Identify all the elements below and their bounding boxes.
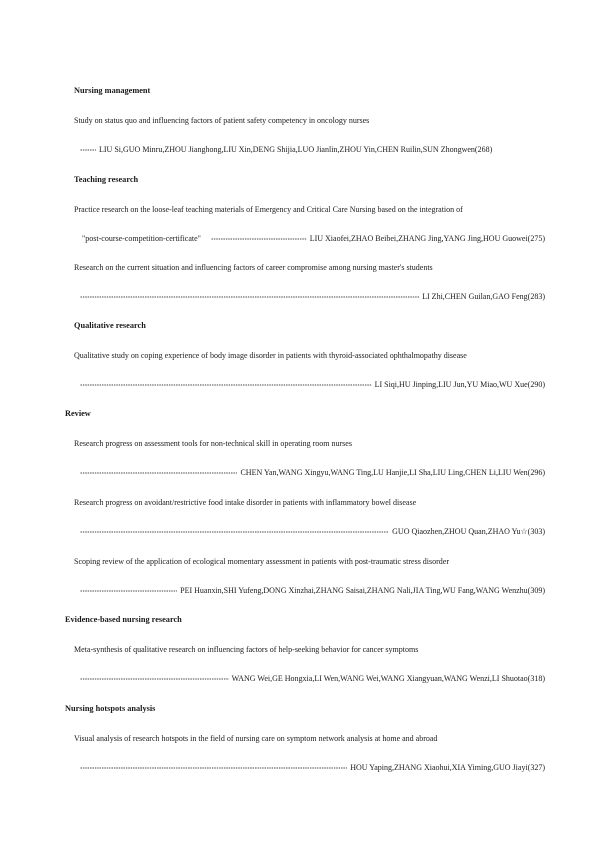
entry-title[interactable]: Qualitative study on coping experience of body image disorder in patients with thyroid-associated ophthalmopathy disease xyxy=(74,351,467,360)
entry-authors: GUO Qiaozhen,ZHOU Quan,ZHAO Yu☆(303) xyxy=(392,527,545,536)
entry-authors: CHEN Yan,WANG Xingyu,WANG Ting,LU Hanjie,LI Sha,LIU Ling,CHEN Li,LIU Wen(296) xyxy=(240,468,545,477)
entry-authors: WANG Wei,GE Hongxia,LI Wen,WANG Wei,WANG Xiangyuan,WANG Wenzi,LI Shuotao(318) xyxy=(231,674,545,683)
entry-authors: LI Siqi,HU Jinping,LIU Jun,YU Miao,WU Xue(290) xyxy=(374,380,545,389)
entry-author-line xyxy=(80,145,545,155)
entry-author-line xyxy=(80,468,545,478)
entry-authors: HOU Yaping,ZHANG Xiaohui,XIA Yiming,GUO Jiayi(327) xyxy=(350,763,545,772)
section-heading-teaching-research: Teaching research xyxy=(74,175,139,184)
section-heading-evidence-based-nursing-research: Evidence-based nursing research xyxy=(65,615,182,624)
leader-dots xyxy=(80,472,237,474)
leader-dots xyxy=(80,531,389,533)
entry-author-line xyxy=(80,763,545,773)
leader-dots xyxy=(80,149,96,151)
entry-author-line xyxy=(80,527,545,537)
section-heading-qualitative-research: Qualitative research xyxy=(74,321,146,330)
section-heading-nursing-hotspots-analysis: Nursing hotspots analysis xyxy=(65,704,156,713)
entry-authors: LIU Si,GUO Minru,ZHOU Jianghong,LIU Xin,DENG Shijia,LUO Jianlin,ZHOU Yin,CHEN Ruilin,SUN Zhongwen(268) xyxy=(99,145,493,154)
entry-title-continuation[interactable]: "post-course-competition-certificate" xyxy=(82,234,201,243)
entry-author-line xyxy=(82,234,545,244)
entry-author-line xyxy=(80,674,545,684)
leader-dots xyxy=(80,296,419,298)
entry-title[interactable]: Scoping review of the application of ecological momentary assessment in patients with post-traumatic stress disorder xyxy=(74,557,450,566)
leader-dots xyxy=(80,678,229,680)
entry-author-line xyxy=(80,292,545,302)
entry-title[interactable]: Meta-synthesis of qualitative research on influencing factors of help-seeking behavior for cancer symptoms xyxy=(74,645,419,654)
entry-title[interactable]: Practice research on the loose-leaf teaching materials of Emergency and Critical Care Nursing based on the integration of xyxy=(74,205,463,214)
entry-authors: LI Zhi,CHEN Guilan,GAO Feng(283) xyxy=(422,292,545,301)
entry-authors: LIU Xiaofei,ZHAO Beibei,ZHANG Jing,YANG Jing,HOU Guowei(275) xyxy=(309,234,545,243)
entry-authors: PEI Huanxin,SHI Yufeng,DONG Xinzhai,ZHANG Saisai,ZHANG Nali,JIA Ting,WU Fang,WANG Wenzhu(309) xyxy=(180,586,545,595)
leader-dots xyxy=(80,384,372,386)
entry-title[interactable]: Study on status quo and influencing factors of patient safety competency in oncology nurses xyxy=(74,116,370,125)
leader-dots xyxy=(80,767,347,769)
entry-author-line xyxy=(80,380,545,390)
leader-dots xyxy=(80,590,177,592)
entry-title[interactable]: Visual analysis of research hotspots in the field of nursing care on symptom network analysis at home and abroad xyxy=(74,734,438,743)
entry-title[interactable]: Research progress on avoidant/restrictive food intake disorder in patients with inflammatory bowel disease xyxy=(74,498,417,507)
entry-title[interactable]: Research progress on assessment tools for non-technical skill in operating room nurses xyxy=(74,439,352,448)
entry-author-line xyxy=(80,586,545,596)
section-heading-review: Review xyxy=(65,409,91,418)
leader-dots xyxy=(211,238,307,240)
section-heading-nursing-management: Nursing management xyxy=(74,86,151,95)
entry-title[interactable]: Research on the current situation and influencing factors of career compromise among nursing master's students xyxy=(74,263,433,272)
